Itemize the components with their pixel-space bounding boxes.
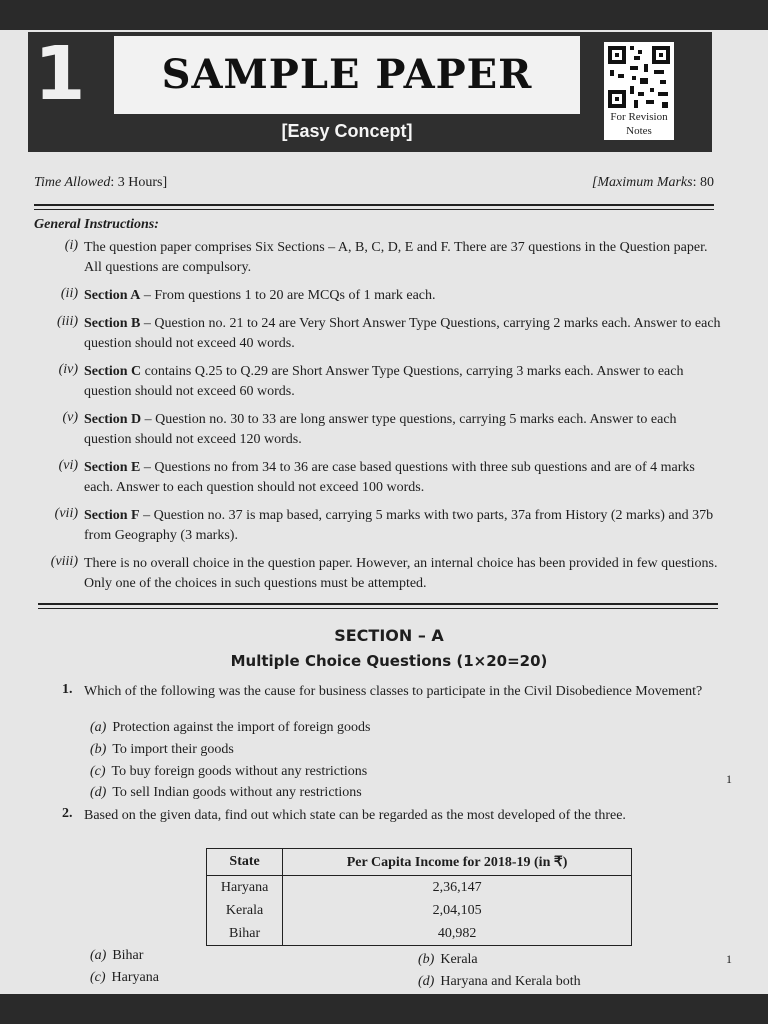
option-c: (c) Haryana (90, 970, 159, 985)
divider (38, 603, 718, 605)
table-cell: 40,982 (283, 922, 632, 946)
table-row (207, 899, 632, 922)
question-text: Based on the given data, find out which state can be regarded as the most developed of the three. (84, 808, 626, 823)
time-allowed: Time Allowed: 3 Hours] (34, 175, 168, 190)
table-cell: 2,36,147 (283, 876, 632, 900)
question-marks: 1 (726, 772, 732, 786)
title-box (114, 36, 580, 114)
table-header-row (207, 849, 632, 876)
question-marks: 1 (726, 952, 732, 966)
table-cell: 2,04,105 (283, 899, 632, 922)
paper-title: SAMPLE PAPER (161, 51, 533, 98)
question-number: 2. (62, 806, 73, 821)
section-title: SECTION – A (334, 626, 444, 645)
instructions-heading: General Instructions: (34, 217, 159, 232)
qr-code-icon (604, 42, 674, 112)
option-d: (d) To sell Indian goods without any restrictions (90, 785, 362, 800)
divider (38, 608, 718, 609)
table-cell: Bihar (207, 922, 283, 946)
option-c: (c) To buy foreign goods without any restrictions (90, 764, 368, 779)
paper-subtitle: [Easy Concept] (281, 121, 413, 141)
option-a: (a) Bihar (90, 948, 144, 963)
option-a: (a) Protection against the import of foreign goods (90, 720, 371, 735)
paper-page: 1 SAMPLE PAPER [Easy Concept] For Revision Notes Time Allowed: 3 Hours] [Maximum Marks: 80 General Instructions: (i) The question paper comprises Six Sections – A, B, C, D, E and F. There are 37 questions in the Question paper. All questions are compulsory. (ii) Section A – From questions 1 to 20 are MCQs of 1 mark each. (iii) Section B – Question no. 21 to 24 are Very Short Answer Type Questions, carrying 2 marks each. Answer to each question should not exceed 40 words. (iv) Section C contains Q.25 to Q.29 are Short Answer Type Questions, carrying 3 marks each. Answer to each question should not exceed 60 words. (v) Section D – Question no. 30 to 33 are long answer type questions, carrying 5 marks each. Answer to each question should not exceed 120 words. (vi) Section E – Questions no from 34 to 36 are case based questions with three sub questions and are of 4 marks each. Answer to each question should not exceed 100 words. (vii) Section F – Question no. 37 is map based, carrying 5 marks with two parts, 37a from History (2 marks) and 37b from Geography (3 marks). (viii) There is no overall choice in the question paper. However, an internal choice has been provided in few questions. Only one of the choices in such questions must be attempted. SECTION – A Multiple Choice Questions (1×20=20) 1. Which of the following was the cause for business classes to participate in the Civil Disobedience Movement? (a) Protection against the import of foreign goods (b) To import their goods (c) To buy foreign goods without any restrictions (d) To sell Indian goods without any restrictions 1 2. Based on the given data, find out which state can be regarded as the most developed of the three. State Per Capita Income for 2018-19 (in ₹) Haryana 2,36,147 Kerala 2,04,105 Bihar 40,982 (a) Bihar (b) Kerala (c) Haryana (d) Haryana and Kerala both 1 (0, 30, 768, 994)
maximum-marks: [Maximum Marks: 80 (591, 175, 714, 190)
income-table (206, 848, 632, 946)
option-b: (b) Kerala (418, 952, 478, 967)
table-header: State (207, 849, 283, 876)
table-cell: Kerala (207, 899, 283, 922)
question-text: Which of the following was the cause for business classes to participate in the Civil Disobedience Movement? (84, 684, 703, 699)
paper-number: 1 (34, 31, 86, 117)
divider (34, 209, 714, 210)
table-cell: Haryana (207, 876, 283, 900)
divider (34, 204, 714, 206)
question-number: 1. (62, 682, 73, 697)
table-header: Per Capita Income for 2018-19 (in ₹) (283, 849, 632, 876)
table-row (207, 876, 632, 900)
qr-label: For Revision Notes (604, 110, 674, 140)
section-subtitle: Multiple Choice Questions (1×20=20) (230, 652, 548, 670)
option-b: (b) To import their goods (90, 742, 234, 757)
table-row (207, 922, 632, 946)
option-d: (d) Haryana and Kerala both (418, 974, 581, 989)
